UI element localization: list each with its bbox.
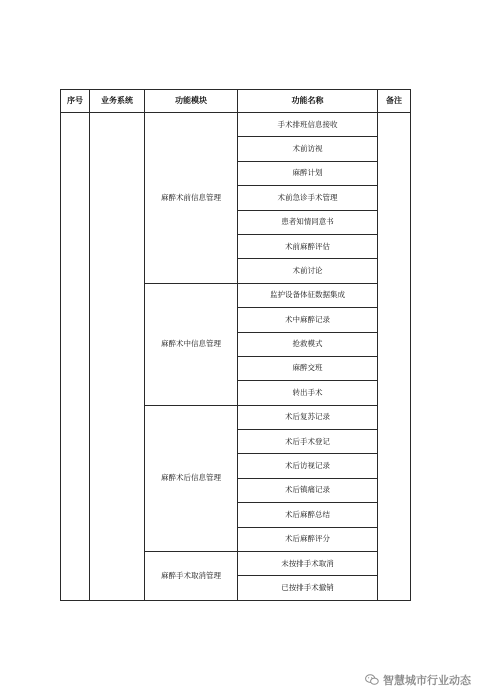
function-cell: 未按排手术取消: [238, 552, 378, 576]
function-cell: 术后复苏记录: [238, 405, 378, 429]
module-cell: 麻醉术前信息管理: [145, 113, 238, 284]
table-row: [61, 113, 411, 137]
function-cell: 术后麻醉总结: [238, 503, 378, 527]
function-cell: 麻醉交班: [238, 356, 378, 380]
watermark-text: 智慧城市行业动态: [383, 674, 471, 687]
function-cell: 术中麻醉记录: [238, 308, 378, 332]
function-cell: 监护设备体征数据集成: [238, 283, 378, 307]
function-cell: 抢救模式: [238, 332, 378, 356]
module-cell: 麻醉术中信息管理: [145, 283, 238, 405]
function-cell: 术前讨论: [238, 259, 378, 283]
function-cell: 患者知情同意书: [238, 210, 378, 234]
header-note: 备注: [378, 90, 411, 113]
function-cell: 术前访视: [238, 137, 378, 161]
function-table: [60, 89, 411, 601]
function-cell: 已按排手术撤销: [238, 576, 378, 600]
table-body: [61, 113, 411, 601]
header-system: 业务系统: [90, 90, 145, 113]
header-function: 功能名称: [238, 90, 378, 113]
note-cell: [378, 113, 411, 601]
function-cell: 手术排班信息接收: [238, 113, 378, 137]
function-cell: 转出手术: [238, 381, 378, 405]
function-cell: 术后镇痛记录: [238, 478, 378, 502]
function-cell: 麻醉计划: [238, 161, 378, 185]
function-cell: 术后麻醉评分: [238, 527, 378, 551]
watermark: [365, 672, 471, 688]
module-cell: 麻醉术后信息管理: [145, 405, 238, 551]
header-seq: 序号: [61, 90, 90, 113]
function-cell: 术后访视记录: [238, 454, 378, 478]
seq-cell: [61, 113, 90, 601]
header-row: [61, 90, 411, 113]
function-cell: 术前麻醉评估: [238, 234, 378, 258]
system-cell: [90, 113, 145, 601]
function-cell: 术前急诊手术管理: [238, 186, 378, 210]
wechat-icon: [365, 674, 379, 686]
header-module: 功能模块: [145, 90, 238, 113]
function-cell: 术后手术登记: [238, 430, 378, 454]
module-cell: 麻醉手术取消管理: [145, 552, 238, 601]
